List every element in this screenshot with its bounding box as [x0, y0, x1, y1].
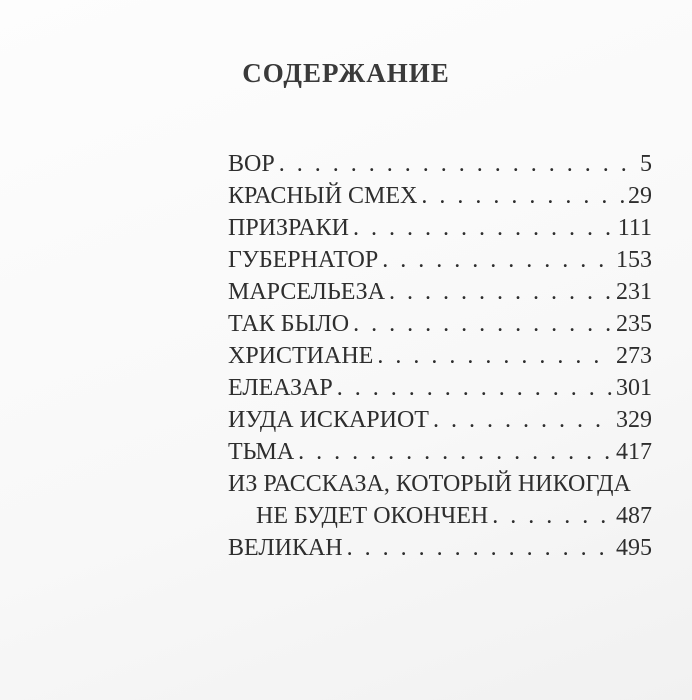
- leader-dots: [347, 532, 612, 564]
- leader-dots: [279, 148, 636, 180]
- toc-entry: [228, 436, 652, 468]
- toc-entry: [228, 372, 652, 404]
- toc-entry: [228, 180, 652, 212]
- entry-title-continuation: НЕ БУДЕТ ОКОНЧЕН: [256, 503, 489, 529]
- leader-dots: [492, 500, 612, 532]
- toc-entry: [228, 308, 652, 340]
- leader-dots: [353, 308, 612, 340]
- leader-dots: [421, 180, 624, 212]
- entry-page: 417: [616, 439, 652, 465]
- entry-title: ТЬМА: [228, 439, 295, 465]
- entry-page: 329: [616, 407, 652, 433]
- leader-dots: [382, 244, 612, 276]
- entry-page: 29: [628, 183, 652, 209]
- entry-title: ИУДА ИСКАРИОТ: [228, 407, 429, 433]
- entry-page: 487: [616, 503, 652, 529]
- entry-title: ЕЛЕАЗАР: [228, 375, 333, 401]
- leader-dots: [377, 340, 612, 372]
- entry-title: ГУБЕРНАТОР: [228, 247, 379, 273]
- toc-entry: [228, 340, 652, 372]
- entry-page: 235: [616, 311, 652, 337]
- toc-entry: [228, 212, 652, 244]
- entry-title: МАРСЕЛЬЕЗА: [228, 279, 386, 305]
- entry-title: ХРИСТИАНЕ: [228, 343, 374, 369]
- toc-entry: [228, 532, 652, 564]
- entry-title: ПРИЗРАКИ: [228, 215, 349, 241]
- entry-page: 153: [616, 247, 652, 273]
- toc-entry: [228, 276, 652, 308]
- page-title: СОДЕРЖАНИЕ: [242, 58, 450, 88]
- entry-page: 273: [616, 343, 652, 369]
- table-of-contents: [228, 148, 652, 564]
- entry-page: 5: [640, 151, 652, 177]
- toc-entry: [228, 148, 652, 180]
- entry-page: 111: [617, 215, 652, 241]
- entry-title: ВОР: [228, 151, 275, 177]
- entry-page: 495: [616, 535, 652, 561]
- entry-title: КРАСНЫЙ СМЕХ: [228, 183, 418, 209]
- leader-dots: [389, 276, 612, 308]
- entry-page: 231: [616, 279, 652, 305]
- entry-page: 301: [616, 375, 652, 401]
- toc-entry: [228, 244, 652, 276]
- leader-dots: [337, 372, 612, 404]
- leader-dots: [298, 436, 612, 468]
- entry-title: ВЕЛИКАН: [228, 535, 343, 561]
- leader-dots: [353, 212, 614, 244]
- toc-entry-continuation: [228, 500, 652, 532]
- toc-entry: [228, 468, 652, 500]
- leader-dots: [433, 404, 612, 436]
- entry-title: ТАК БЫЛО: [228, 311, 350, 337]
- toc-entry: [228, 404, 652, 436]
- entry-title: ИЗ РАССКАЗА, КОТОРЫЙ НИКОГДА: [228, 471, 631, 497]
